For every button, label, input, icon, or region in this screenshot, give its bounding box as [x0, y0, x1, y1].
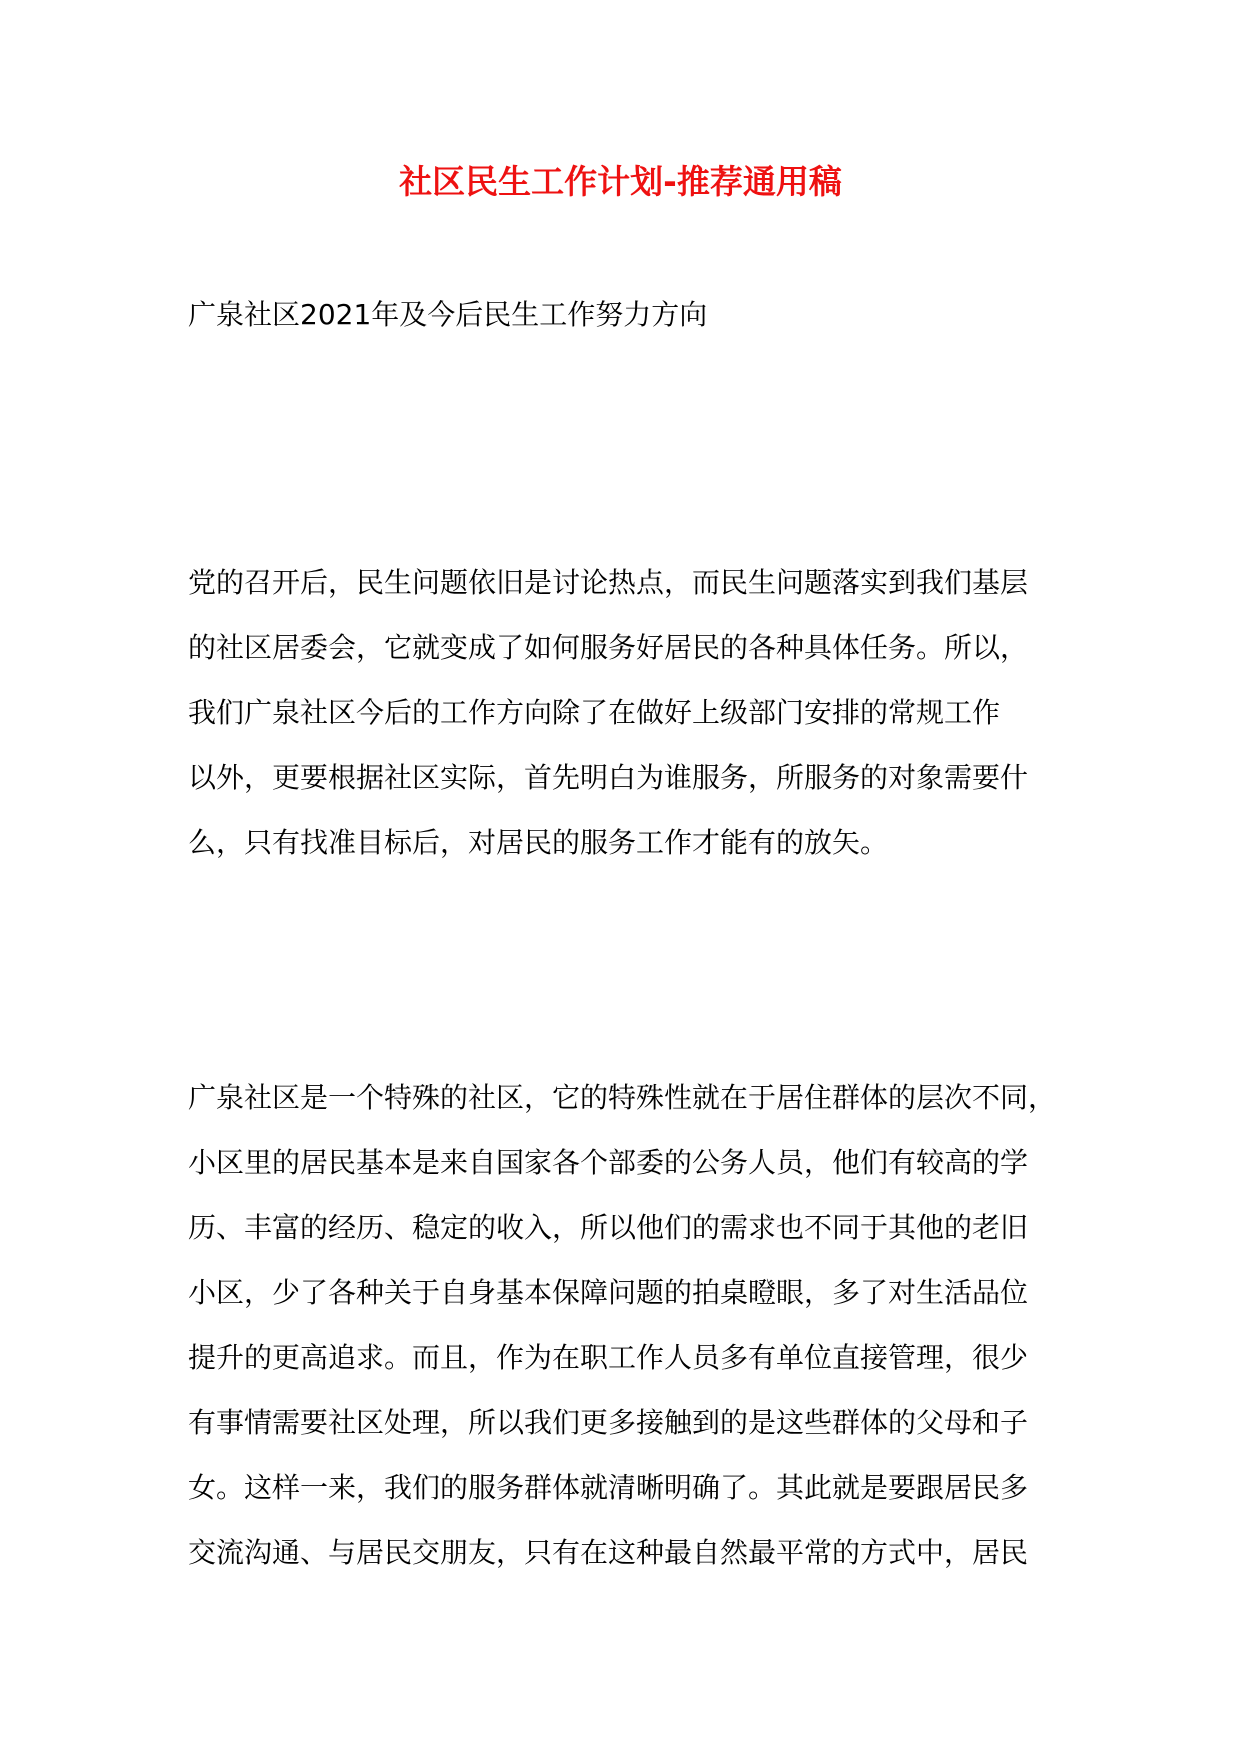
paragraph-line: 小区里的居民基本是来自国家各个部委的公务人员，他们有较高的学: [188, 1146, 1029, 1179]
paragraph-line: 以外，更要根据社区实际，首先明白为谁服务，所服务的对象需要什: [188, 761, 1029, 794]
paragraph: [188, 550, 1078, 875]
paragraph-line: 女。这样一来，我们的服务群体就清晰明确了。其此就是要跟居民多: [188, 1471, 1029, 1504]
document-title: 社区民生工作计划-推荐通用稿: [399, 162, 842, 201]
paragraph-line: 广泉社区是一个特殊的社区，它的特殊性就在于居住群体的层次不同，: [188, 1081, 1057, 1114]
paragraph-line: 提升的更高追求。而且，作为在职工作人员多有单位直接管理，很少: [188, 1341, 1029, 1374]
paragraph-line: 历、丰富的经历、稳定的收入，所以他们的需求也不同于其他的老旧: [188, 1211, 1029, 1244]
paragraph-line: 小区，少了各种关于自身基本保障问题的拍桌瞪眼，多了对生活品位: [188, 1276, 1029, 1309]
document-subtitle: 广泉社区2021年及今后民生工作努力方向: [188, 298, 708, 331]
paragraph-line: 党的召开后，民生问题依旧是讨论热点，而民生问题落实到我们基层: [188, 566, 1029, 599]
paragraph: [188, 1065, 1078, 1585]
paragraph-line: 有事情需要社区处理，所以我们更多接触到的是这些群体的父母和子: [188, 1406, 1029, 1439]
paragraph-line: 的社区居委会，它就变成了如何服务好居民的各种具体任务。所以，: [188, 631, 1029, 664]
paragraph-line: 我们广泉社区今后的工作方向除了在做好上级部门安排的常规工作: [188, 696, 1001, 729]
paragraph-line: 交流沟通、与居民交朋友，只有在这种最自然最平常的方式中，居民: [188, 1536, 1029, 1569]
paragraph-line: 么，只有找准目标后，对居民的服务工作才能有的放矢。: [188, 826, 889, 859]
